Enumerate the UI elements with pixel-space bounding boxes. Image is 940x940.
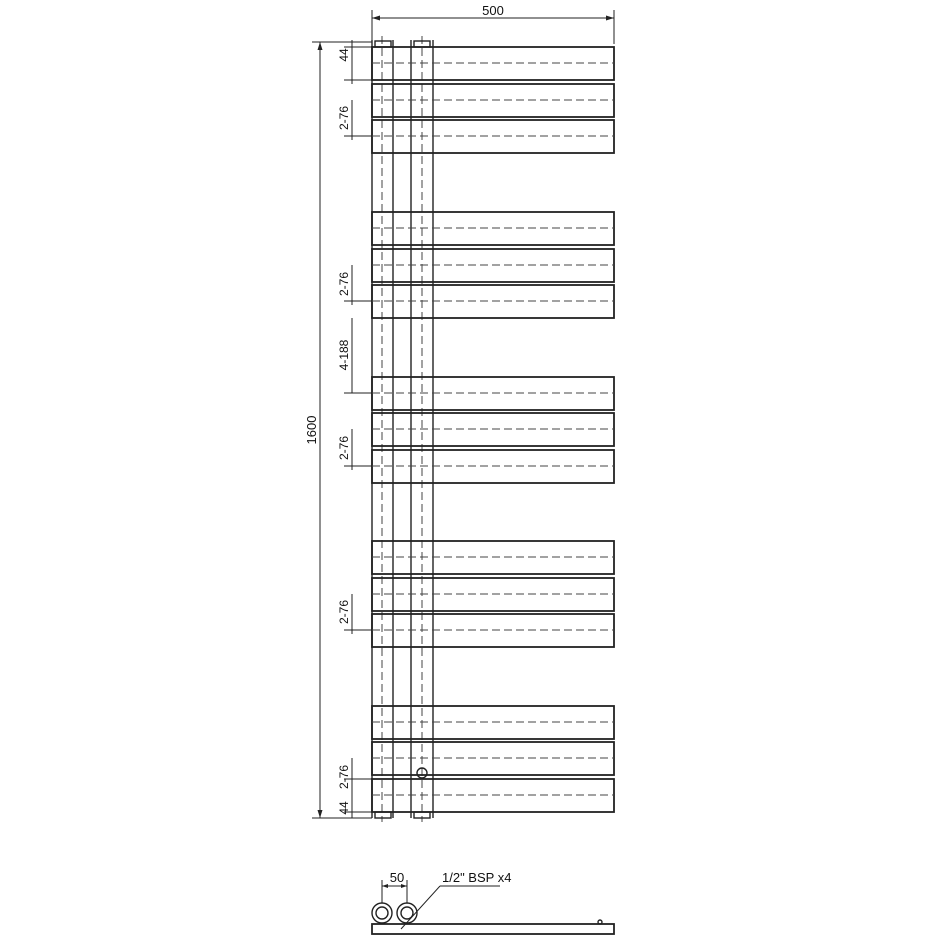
spacing-label-group-1: 2-76 [337, 105, 351, 131]
gap-between-groups-label: 4-188 [337, 339, 351, 371]
connection-label: 1/2" BSP x4 [442, 870, 512, 885]
pipe-inner-left [376, 907, 388, 919]
pipe-outline-right [397, 903, 417, 923]
overall-width-label: 500 [482, 3, 504, 18]
spacing-label-group-5: 2-76 [337, 764, 351, 790]
pipe-cap-top-left [375, 41, 391, 47]
dimension-lines [312, 10, 614, 818]
bottom-plate [372, 924, 614, 934]
spacing-label-group-2: 2-76 [337, 271, 351, 297]
pipe-spacing-label: 50 [389, 870, 405, 885]
front-view [372, 36, 614, 822]
bottom-screw [598, 920, 602, 924]
spacing-label-group-3: 2-76 [337, 435, 351, 461]
bottom-bar-thickness-label: 44 [337, 801, 351, 815]
overall-height-label: 1600 [304, 415, 319, 445]
spacing-label-group-4: 2-76 [337, 599, 351, 625]
bottom-view [372, 880, 614, 934]
top-bar-thickness-label: 44 [337, 48, 351, 62]
pipe-outline-left [372, 903, 392, 923]
pipe-cap-bottom-left [375, 812, 391, 818]
bar-centerlines [372, 63, 614, 795]
